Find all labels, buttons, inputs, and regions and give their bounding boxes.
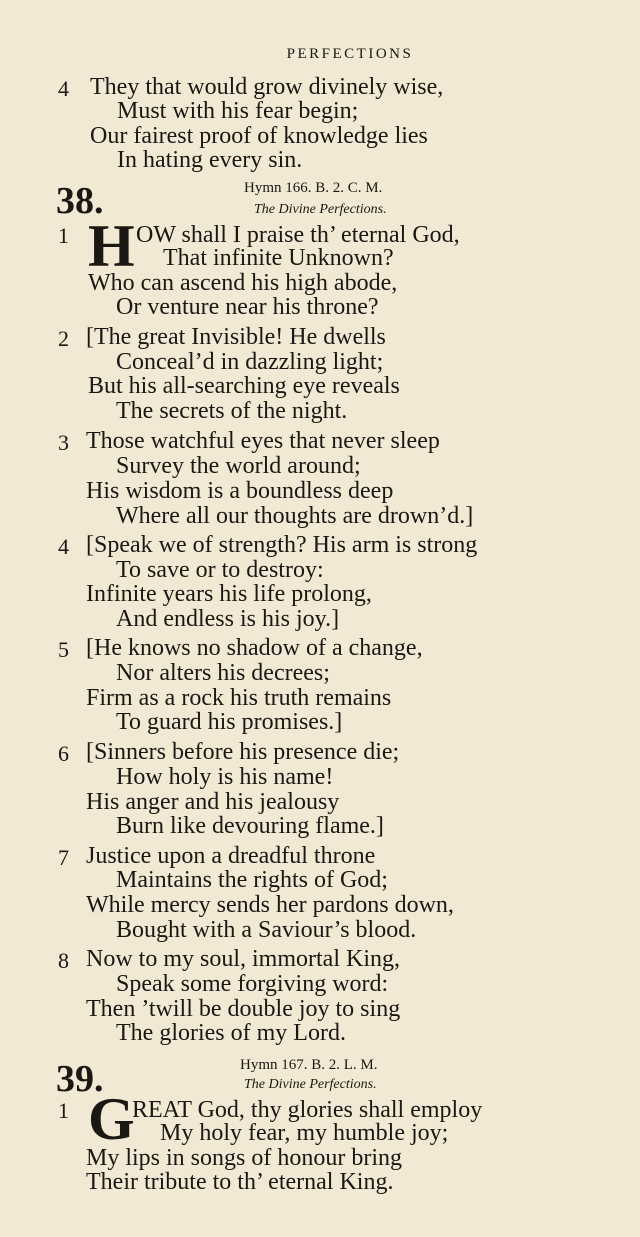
verse-line: Our fairest proof of knowledge lies <box>90 123 428 149</box>
verse-number: 1 <box>58 1098 69 1123</box>
verse-line: [Speak we of strength? His arm is strong <box>86 532 478 558</box>
hymn-subtitle: The Divine Perfections. <box>244 1077 377 1092</box>
verse-line: But his all-searching eye reveals <box>88 373 400 399</box>
verse-line: Maintains the rights of God; <box>116 867 388 893</box>
verse-line: My holy fear, my humble joy; <box>160 1120 449 1146</box>
verse-line: Speak some forgiving word: <box>116 971 389 997</box>
verse-line: Nor alters his decrees; <box>116 660 330 686</box>
verse-line: [Sinners before his presence die; <box>86 739 400 765</box>
verse-number: 7 <box>58 845 69 870</box>
verse-line: The glories of my Lord. <box>116 1020 346 1046</box>
verse-line: Or venture near his throne? <box>116 294 379 320</box>
verse-line: While mercy sends her pardons down, <box>86 892 454 918</box>
running-head: PERFECTIONS <box>286 46 414 62</box>
verse-line: Bought with a Saviour’s blood. <box>116 917 417 943</box>
verse-line: And endless is his joy.] <box>116 606 340 632</box>
verse-line: In hating every sin. <box>117 147 303 173</box>
verse-line: Their tribute to th’ eternal King. <box>86 1169 394 1195</box>
verse-line: Conceal’d in dazzling light; <box>116 349 384 375</box>
drop-cap: G <box>88 1086 135 1152</box>
verse-line: His anger and his jealousy <box>86 789 340 815</box>
verse-line: OW shall I praise th’ eternal God, <box>136 222 460 248</box>
verse-number: 3 <box>58 430 69 455</box>
verse-line: Burn like devouring flame.] <box>116 813 384 839</box>
verse-line: How holy is his name! <box>116 764 334 790</box>
verse-line: The secrets of the night. <box>116 398 348 424</box>
drop-cap: H <box>88 213 135 279</box>
verse-number: 4 <box>58 76 69 101</box>
verse-line: Then ’twill be double joy to sing <box>86 996 401 1022</box>
verse-line: Must with his fear begin; <box>117 98 359 124</box>
hymn-subtitle: The Divine Perfections. <box>254 202 387 217</box>
verse-number: 1 <box>58 223 69 248</box>
verse-line: They that would grow divinely wise, <box>90 74 444 100</box>
verse-line: Infinite years his life prolong, <box>86 581 372 607</box>
verse-number: 6 <box>58 741 69 766</box>
verse-line: Those watchful eyes that never sleep <box>86 428 440 454</box>
verse-line: Firm as a rock his truth remains <box>86 685 392 711</box>
verse-line: REAT God, thy glories shall employ <box>132 1097 483 1123</box>
hymn-info: Hymn 166. B. 2. C. M. <box>244 180 383 196</box>
hymn-number: 38. <box>56 180 104 222</box>
hymn-info: Hymn 167. B. 2. L. M. <box>240 1057 378 1073</box>
verse-line: His wisdom is a boundless deep <box>86 478 394 504</box>
verse-line: My lips in songs of honour bring <box>86 1145 403 1171</box>
hymn-number: 39. <box>56 1058 104 1100</box>
verse-line: Justice upon a dreadful throne <box>86 843 376 869</box>
verse-number: 2 <box>58 326 69 351</box>
verse-line: To save or to destroy: <box>116 557 324 583</box>
verse-line: Survey the world around; <box>116 453 361 479</box>
verse-number: 4 <box>58 534 69 559</box>
verse-number: 5 <box>58 637 69 662</box>
verse-line: [The great Invisible! He dwells <box>86 324 386 350</box>
verse-line: [He knows no shadow of a change, <box>86 635 423 661</box>
verse-line: Who can ascend his high abode, <box>88 270 398 296</box>
verse-line: To guard his promises.] <box>116 709 343 735</box>
verse-number: 8 <box>58 948 69 973</box>
verse-line: That infinite Unknown? <box>163 245 394 271</box>
verse-line: Where all our thoughts are drown’d.] <box>116 503 474 529</box>
verse-line: Now to my soul, immortal King, <box>86 946 400 972</box>
